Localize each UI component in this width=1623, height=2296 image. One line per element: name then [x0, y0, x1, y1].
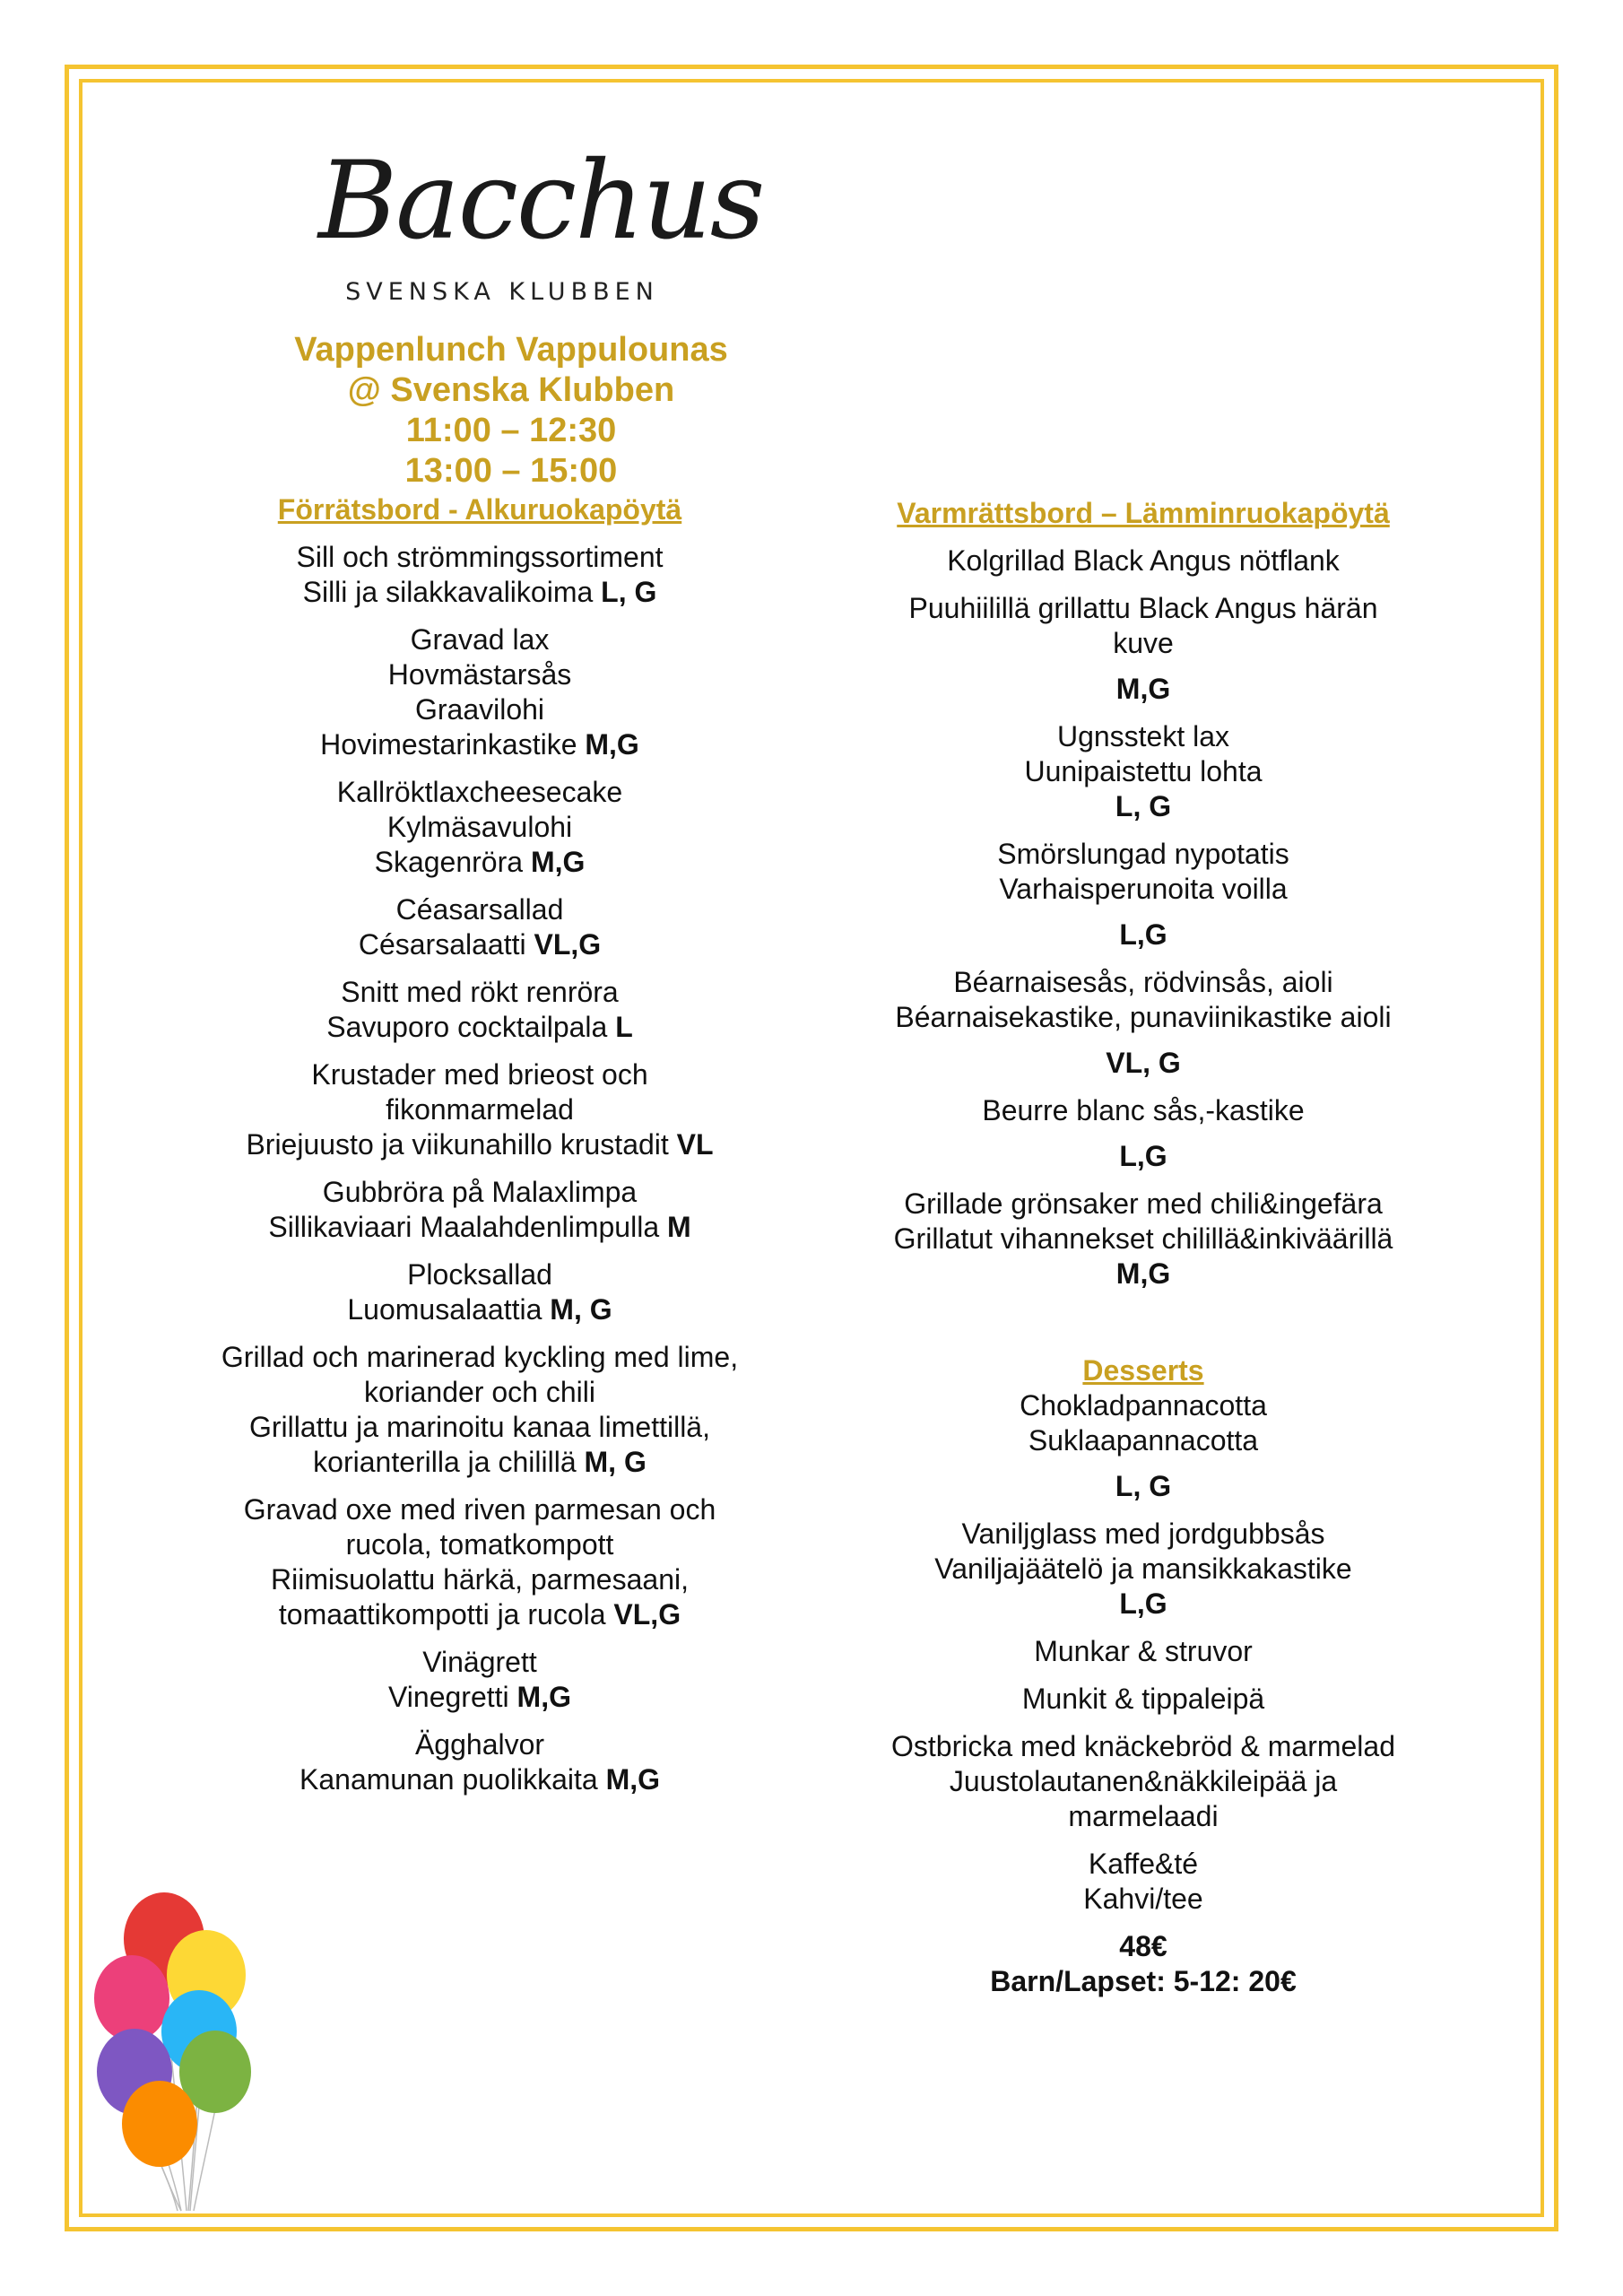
- item-name: Grillad och marinerad kyckling med lime,: [221, 1341, 739, 1373]
- item-name: rucola, tomatkompott: [345, 1528, 614, 1561]
- item-name: Gravad oxe med riven parmesan och: [243, 1493, 716, 1526]
- item-name: Kolgrillad Black Angus nötflank: [947, 544, 1340, 577]
- item-text: Skagenröra: [374, 846, 531, 878]
- diet-tags: M,G: [1115, 1257, 1171, 1290]
- desserts-heading: Desserts: [1082, 1354, 1204, 1387]
- menu-item: [852, 1388, 1435, 1504]
- menu-item: [852, 544, 1435, 578]
- item-name-fi: Puuhiilillä grillattu Black Angus härän: [908, 592, 1378, 624]
- item-name-fi: [179, 1010, 780, 1045]
- menu-item: [852, 1634, 1435, 1669]
- starters-heading: Förrätsbord - Alkuruokapöytä: [277, 493, 682, 526]
- item-name-fi: Uunipaistettu lohta: [1024, 755, 1263, 787]
- item-name-fi: [179, 1127, 780, 1162]
- item-name: Snitt med rökt renröra: [341, 976, 619, 1008]
- menu-item: [179, 775, 780, 880]
- mains-column: [852, 495, 1435, 2012]
- item-text: Silli ja silakkavalikoima: [302, 576, 602, 608]
- menu-item: [179, 892, 780, 962]
- diet-tags: M, G: [550, 1293, 612, 1326]
- item-name-fi: Munkit & tippaleipä: [1021, 1683, 1265, 1715]
- item-name-fi: Grillattu ja marinoitu kanaa limettillä,: [249, 1411, 710, 1443]
- item-name: Ugnsstekt lax: [1056, 720, 1230, 752]
- item-name: Ägghalvor: [414, 1728, 545, 1761]
- starters-column: [179, 491, 780, 1810]
- diet-tags: L, G: [1115, 1470, 1172, 1502]
- item-name-fi: [179, 575, 780, 610]
- menu-item: [852, 719, 1435, 824]
- menu-item: [179, 1175, 780, 1245]
- item-name: Ostbricka med knäckebröd & marmelad: [891, 1730, 1395, 1762]
- menu-item: [852, 965, 1435, 1081]
- mains-heading: Varmrättsbord – Lämminruokapöytä: [897, 497, 1390, 529]
- event-title: Vappenlunch Vappulounas: [294, 331, 728, 369]
- menu-item: [179, 1727, 780, 1797]
- event-header: [251, 330, 771, 491]
- menu-item: [179, 1492, 780, 1632]
- seating-time-2: 13:00 – 15:00: [404, 452, 618, 490]
- menu-item: [179, 540, 780, 610]
- menu-item: [179, 1340, 780, 1480]
- item-name: Chokladpannacotta: [1020, 1389, 1267, 1422]
- item-name: fikonmarmelad: [386, 1093, 574, 1126]
- menu-item: [852, 837, 1435, 952]
- diet-tags: M,G: [605, 1763, 660, 1796]
- item-name-fi: [179, 927, 780, 962]
- item-name-fi: Suklaapannacotta: [1028, 1424, 1259, 1457]
- diet-tags: L, G: [1115, 790, 1172, 822]
- item-name: koriander och chili: [364, 1376, 595, 1408]
- item-name-fi: Vaniljajäätelö ja mansikkakastike: [934, 1552, 1352, 1585]
- menu-item: [852, 1729, 1435, 1834]
- menu-item: [852, 1093, 1435, 1174]
- menu-item: [852, 591, 1435, 707]
- item-name: Gravad lax: [410, 623, 550, 656]
- item-name: Kallröktlaxcheesecake: [336, 776, 623, 808]
- item-text: Vinegretti: [388, 1681, 517, 1713]
- diet-tags: L: [615, 1011, 633, 1043]
- diet-tags: M, G: [584, 1446, 647, 1478]
- menu-item: [852, 1847, 1435, 1917]
- item-name: Béarnaisesås, rödvinsås, aioli: [953, 966, 1333, 998]
- item-name: Smörslungad nypotatis: [997, 838, 1289, 870]
- seating-time-1: 11:00 – 12:30: [405, 412, 617, 449]
- balloon-pink: [94, 1955, 169, 2041]
- diet-tags: VL, G: [1106, 1047, 1181, 1079]
- item-name-fi: [179, 1680, 780, 1715]
- diet-tags: M,G: [530, 846, 586, 878]
- menu-item: [179, 975, 780, 1045]
- item-text: tomaattikompotti ja rucola: [278, 1598, 614, 1631]
- item-name: Kaffe&té: [1088, 1848, 1199, 1880]
- item-name: Vaniljglass med jordgubbsås: [961, 1518, 1325, 1550]
- balloon-orange: [122, 2081, 197, 2167]
- adult-price: 48€: [1119, 1930, 1167, 1962]
- item-name: Hovmästarsås: [387, 658, 572, 691]
- logo-script: Bacchus: [318, 139, 764, 264]
- item-name: Krustader med brieost och: [311, 1058, 648, 1091]
- item-name-fi: Riimisuolattu härkä, parmesaani,: [271, 1563, 689, 1596]
- diet-tags: L, G: [601, 576, 657, 608]
- item-name: Grillade grönsaker med chili&ingefära: [904, 1187, 1383, 1220]
- item-name: Plocksallad: [407, 1258, 552, 1291]
- diet-tags: L,G: [1119, 1587, 1167, 1620]
- item-name-fi: [179, 1292, 780, 1327]
- diet-tags: M,G: [585, 728, 639, 761]
- menu-item: [852, 1517, 1435, 1622]
- item-text: Luomusalaattia: [347, 1293, 551, 1326]
- diet-tags: VL: [676, 1128, 714, 1161]
- item-name-fi: [179, 1445, 780, 1480]
- menu-item: [179, 622, 780, 762]
- event-venue: @ Svenska Klubben: [347, 371, 675, 409]
- item-name-fi: [179, 1210, 780, 1245]
- item-name-fi: marmelaadi: [1068, 1800, 1219, 1832]
- diet-tags: L,G: [1119, 1140, 1167, 1172]
- menu-item: [179, 1645, 780, 1715]
- menu-item: [179, 1257, 780, 1327]
- item-name-fi: [179, 1762, 780, 1797]
- item-name-fi: kuve: [1113, 627, 1174, 659]
- item-text: korianterilla ja chilillä: [313, 1446, 585, 1478]
- item-text: Sillikaviaari Maalahdenlimpulla: [268, 1211, 667, 1243]
- item-text: Césarsalaatti: [358, 928, 534, 961]
- item-name: Céasarsallad: [395, 893, 564, 926]
- item-name-fi: Kylmäsavulohi: [386, 811, 573, 843]
- item-name-fi: Kahvi/tee: [1083, 1883, 1203, 1915]
- item-name: Gubbröra på Malaxlimpa: [322, 1176, 638, 1208]
- item-name-fi: [179, 727, 780, 762]
- item-name-fi: Béarnaisekastike, punaviinikastike aioli: [895, 1001, 1392, 1033]
- diet-tags: M: [667, 1211, 691, 1243]
- item-name-fi: [179, 1597, 780, 1632]
- item-name: Vinägrett: [422, 1646, 537, 1678]
- diet-tags: M,G: [1115, 673, 1171, 705]
- menu-item: [852, 1682, 1435, 1717]
- diet-tags: L,G: [1119, 918, 1167, 951]
- menu-item: [852, 1187, 1435, 1292]
- price-block: [852, 1929, 1435, 1999]
- logo-subtitle: SVENSKA KLUBBEN: [345, 278, 659, 306]
- item-name-fi: Varhaisperunoita voilla: [999, 873, 1288, 905]
- diet-tags: M,G: [516, 1681, 571, 1713]
- item-name: Munkar & struvor: [1034, 1635, 1253, 1667]
- kids-price: Barn/Lapset: 5-12: 20€: [990, 1965, 1297, 1997]
- item-text: Briejuusto ja viikunahillo krustadit: [246, 1128, 677, 1161]
- item-name-fi: Juustolautanen&näkkileipää ja: [949, 1765, 1338, 1797]
- menu-item: [179, 1057, 780, 1162]
- diet-tags: VL,G: [613, 1598, 681, 1631]
- balloons-illustration: [81, 1857, 269, 2215]
- diet-tags: VL,G: [534, 928, 602, 961]
- item-name: [179, 845, 780, 880]
- item-name: Sill och strömmingssortiment: [296, 541, 664, 573]
- item-text: Kanamunan puolikkaita: [299, 1763, 606, 1796]
- item-name-fi: Graavilohi: [414, 693, 545, 726]
- item-name: Beurre blanc sås,-kastike: [982, 1094, 1305, 1126]
- bacchus-logo: [318, 135, 764, 332]
- item-text: Savuporo cocktailpala: [326, 1011, 616, 1043]
- item-text: Hovimestarinkastike: [320, 728, 586, 761]
- item-name-fi: Grillatut vihannekset chilillä&inkiväärillä: [893, 1222, 1393, 1255]
